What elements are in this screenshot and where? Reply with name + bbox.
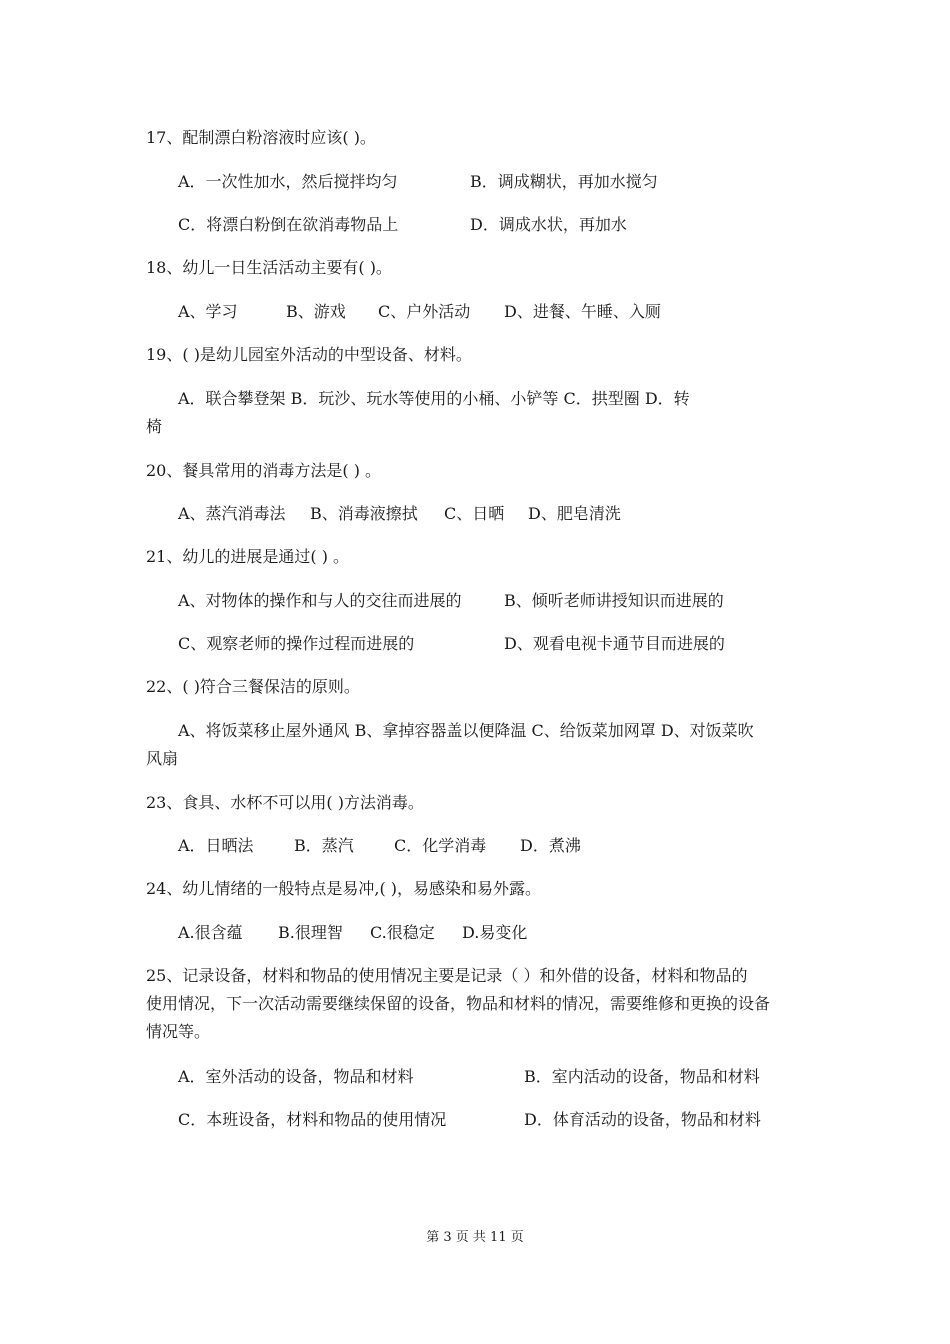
option-c: C、户外活动 bbox=[378, 302, 471, 321]
option-c: C．化学消毒 bbox=[394, 836, 487, 855]
question-19-options: A．联合攀登架 B．玩沙、玩水等使用的小桶、小铲等 C．拱型圈 D．转 bbox=[178, 389, 690, 408]
question-24-stem: 24、幼儿情绪的一般特点是易冲,( )，易感染和易外露。 bbox=[146, 879, 542, 898]
option-d: D．调成水状，再加水 bbox=[470, 215, 627, 234]
question-21-options-row-1 bbox=[178, 590, 818, 612]
option-c: C、日晒 bbox=[444, 504, 505, 523]
question-25-options-row-1 bbox=[178, 1066, 818, 1088]
question-22-options: A、将饭菜移止屋外通风 B、拿掉容器盖以便降温 C、给饭菜加网罩 D、对饭菜吹 bbox=[178, 721, 754, 740]
question-21-stem: 21、幼儿的进展是通过( ) 。 bbox=[146, 547, 350, 566]
option-a: A、对物体的操作和与人的交往而进展的 bbox=[178, 591, 462, 610]
question-18-options bbox=[178, 301, 818, 323]
option-c: C．本班设备，材料和物品的使用情况 bbox=[178, 1110, 447, 1129]
question-25-stem-line-3: 情况等。 bbox=[146, 1022, 211, 1041]
option-a: A.很含蕴 bbox=[178, 923, 243, 942]
question-22-options-continued: 风扇 bbox=[146, 749, 179, 768]
option-c: C.很稳定 bbox=[370, 923, 435, 942]
question-18-stem: 18、幼儿一日生活活动主要有( )。 bbox=[146, 258, 392, 277]
option-b: B．调成糊状，再加水搅匀 bbox=[470, 172, 658, 191]
option-a: A．室外活动的设备，物品和材料 bbox=[178, 1067, 414, 1086]
option-b: B．室内活动的设备，物品和材料 bbox=[524, 1067, 760, 1086]
option-b: B、倾听老师讲授知识而进展的 bbox=[504, 591, 724, 610]
option-b: B．蒸汽 bbox=[294, 836, 354, 855]
option-c: C、观察老师的操作过程而进展的 bbox=[178, 634, 415, 653]
option-d: D、观看电视卡通节目而进展的 bbox=[504, 634, 725, 653]
question-17-stem: 17、配制漂白粉溶液时应该( )。 bbox=[146, 128, 376, 147]
question-25-stem-line-1: 25、记录设备，材料和物品的使用情况主要是记录（ ）和外借的设备，材料和物品的 bbox=[146, 966, 748, 985]
option-b: B、消毒液擦拭 bbox=[310, 504, 418, 523]
question-24-options bbox=[178, 922, 818, 944]
question-20-stem: 20、餐具常用的消毒方法是( ) 。 bbox=[146, 461, 382, 480]
page-number-footer: 第 3 页 共 11 页 bbox=[426, 1230, 524, 1245]
option-a: A．日晒法 bbox=[178, 836, 254, 855]
option-b: B、游戏 bbox=[286, 302, 346, 321]
option-a: A、学习 bbox=[178, 302, 238, 321]
question-21-options-row-2 bbox=[178, 633, 818, 655]
question-17-options-row-1 bbox=[178, 171, 818, 193]
question-22-stem: 22、( )符合三餐保洁的原则。 bbox=[146, 677, 360, 696]
question-20-options bbox=[178, 503, 818, 525]
question-19-options-continued: 椅 bbox=[146, 417, 163, 436]
option-d: D、进餐、午睡、入厕 bbox=[504, 302, 661, 321]
question-25-options-row-2 bbox=[178, 1109, 818, 1131]
question-19-stem: 19、( )是幼儿园室外活动的中型设备、材料。 bbox=[146, 345, 472, 364]
question-23-stem: 23、食具、水杯不可以用( )方法消毒。 bbox=[146, 793, 424, 812]
question-23-options bbox=[178, 835, 818, 857]
option-c: C．将漂白粉倒在欲消毒物品上 bbox=[178, 215, 399, 234]
question-25-stem-line-2: 使用情况，下一次活动需要继续保留的设备，物品和材料的情况，需要维修和更换的设备 bbox=[146, 994, 771, 1013]
option-d: D．煮沸 bbox=[520, 836, 581, 855]
option-a: A．一次性加水，然后搅拌均匀 bbox=[178, 172, 398, 191]
option-d: D.易变化 bbox=[462, 923, 528, 942]
option-a: A、蒸汽消毒法 bbox=[178, 504, 286, 523]
option-d: D．体育活动的设备，物品和材料 bbox=[524, 1110, 761, 1129]
option-b: B.很理智 bbox=[278, 923, 343, 942]
question-17-options-row-2 bbox=[178, 214, 818, 236]
option-d: D、肥皂清洗 bbox=[528, 504, 621, 523]
